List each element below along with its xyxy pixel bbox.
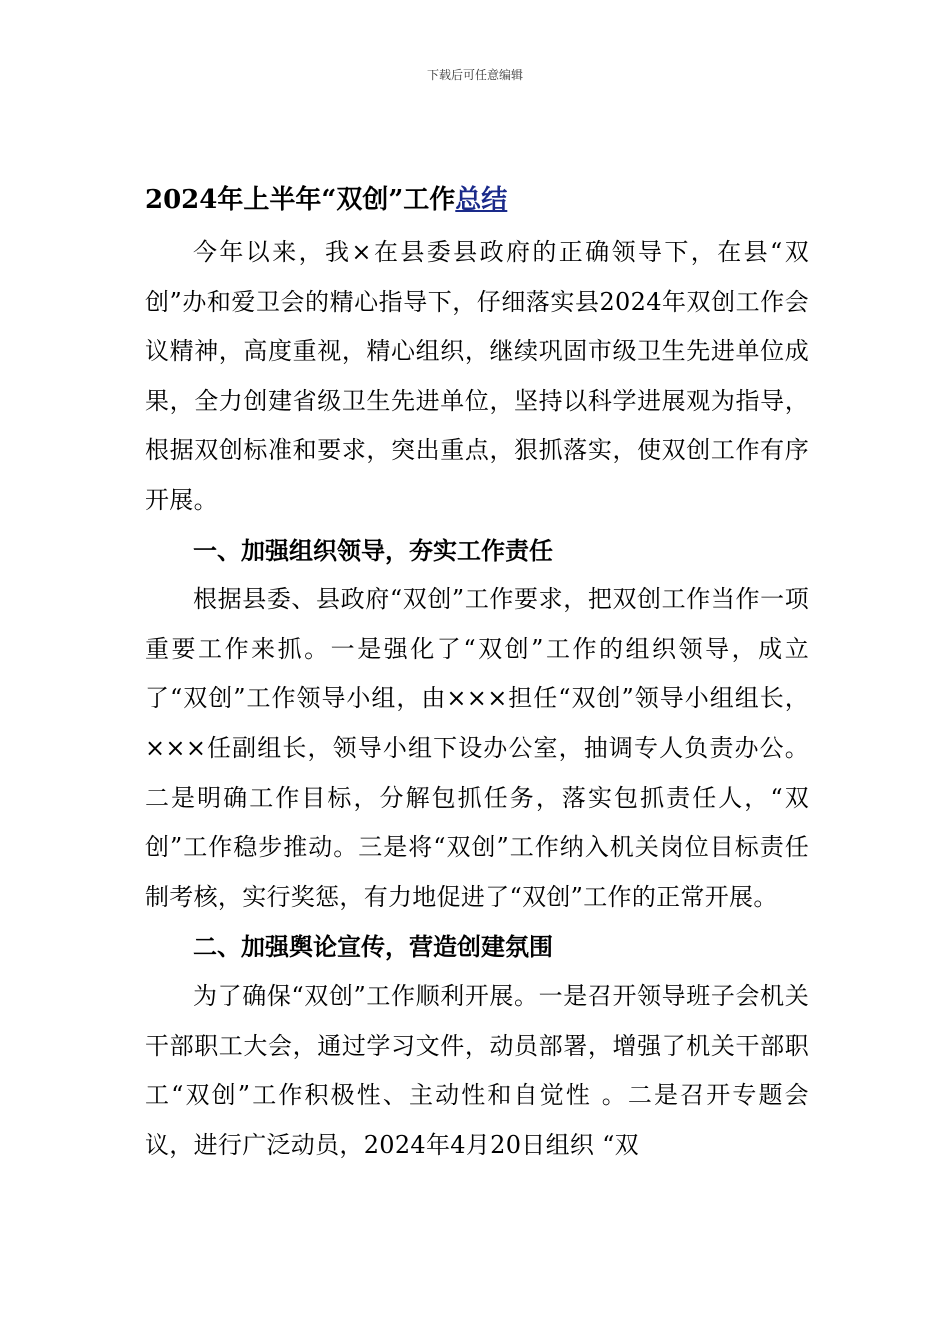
title-text: 2024年上半年“双创”工作	[145, 185, 456, 215]
section-heading-1: 一、加强组织领导，夯实工作责任	[193, 535, 553, 565]
paragraph-intro: 今年以来，我×在县委县政府的正确领导下，在县“双创”办和爱卫会的精心指导下，仔细落实县2024年双创工作会议精神，高度重视，精心组织，继续巩固市级卫生先进单位成果，全力创建省级卫生先进单位，坚持以科学进展观为指导，根据双创标准和要求，突出重点，狠抓落实，使双创工作有序开展。	[145, 238, 809, 514]
header-note: 下载后可任意编辑	[426, 68, 523, 82]
section-heading-2: 二、加强舆论宣传，营造创建氛围	[193, 932, 553, 962]
document-body	[145, 228, 809, 1170]
paragraph-section-2: 为了确保“双创”工作顺利开展。一是召开领导班子会机关干部职工大会，通过学习文件，动员部署，增强了机关干部职工“双创”工作积极性、主动性和自觉性 。二是召开专题会议，进行广泛动员，2024年4月20日组织 “双	[145, 981, 809, 1159]
title-link[interactable]: 总结	[455, 185, 508, 215]
paragraph-section-1: 根据县委、县政府“双创”工作要求，把双创工作当作一项重要工作来抓。一是强化了“双创”工作的组织领导，成立了“双创”工作领导小组，由×××担任“双创”领导小组组长，×××任副组长，领导小组下设办公室，抽调专人负责办公。二是明确工作目标，分解包抓任务，落实包抓责任人，“双创”工作稳步推动。三是将“双创”工作纳入机关岗位目标责任制考核，实行奖惩，有力地促进了“双创”工作的正常开展。	[145, 585, 809, 911]
document-title	[145, 182, 845, 218]
